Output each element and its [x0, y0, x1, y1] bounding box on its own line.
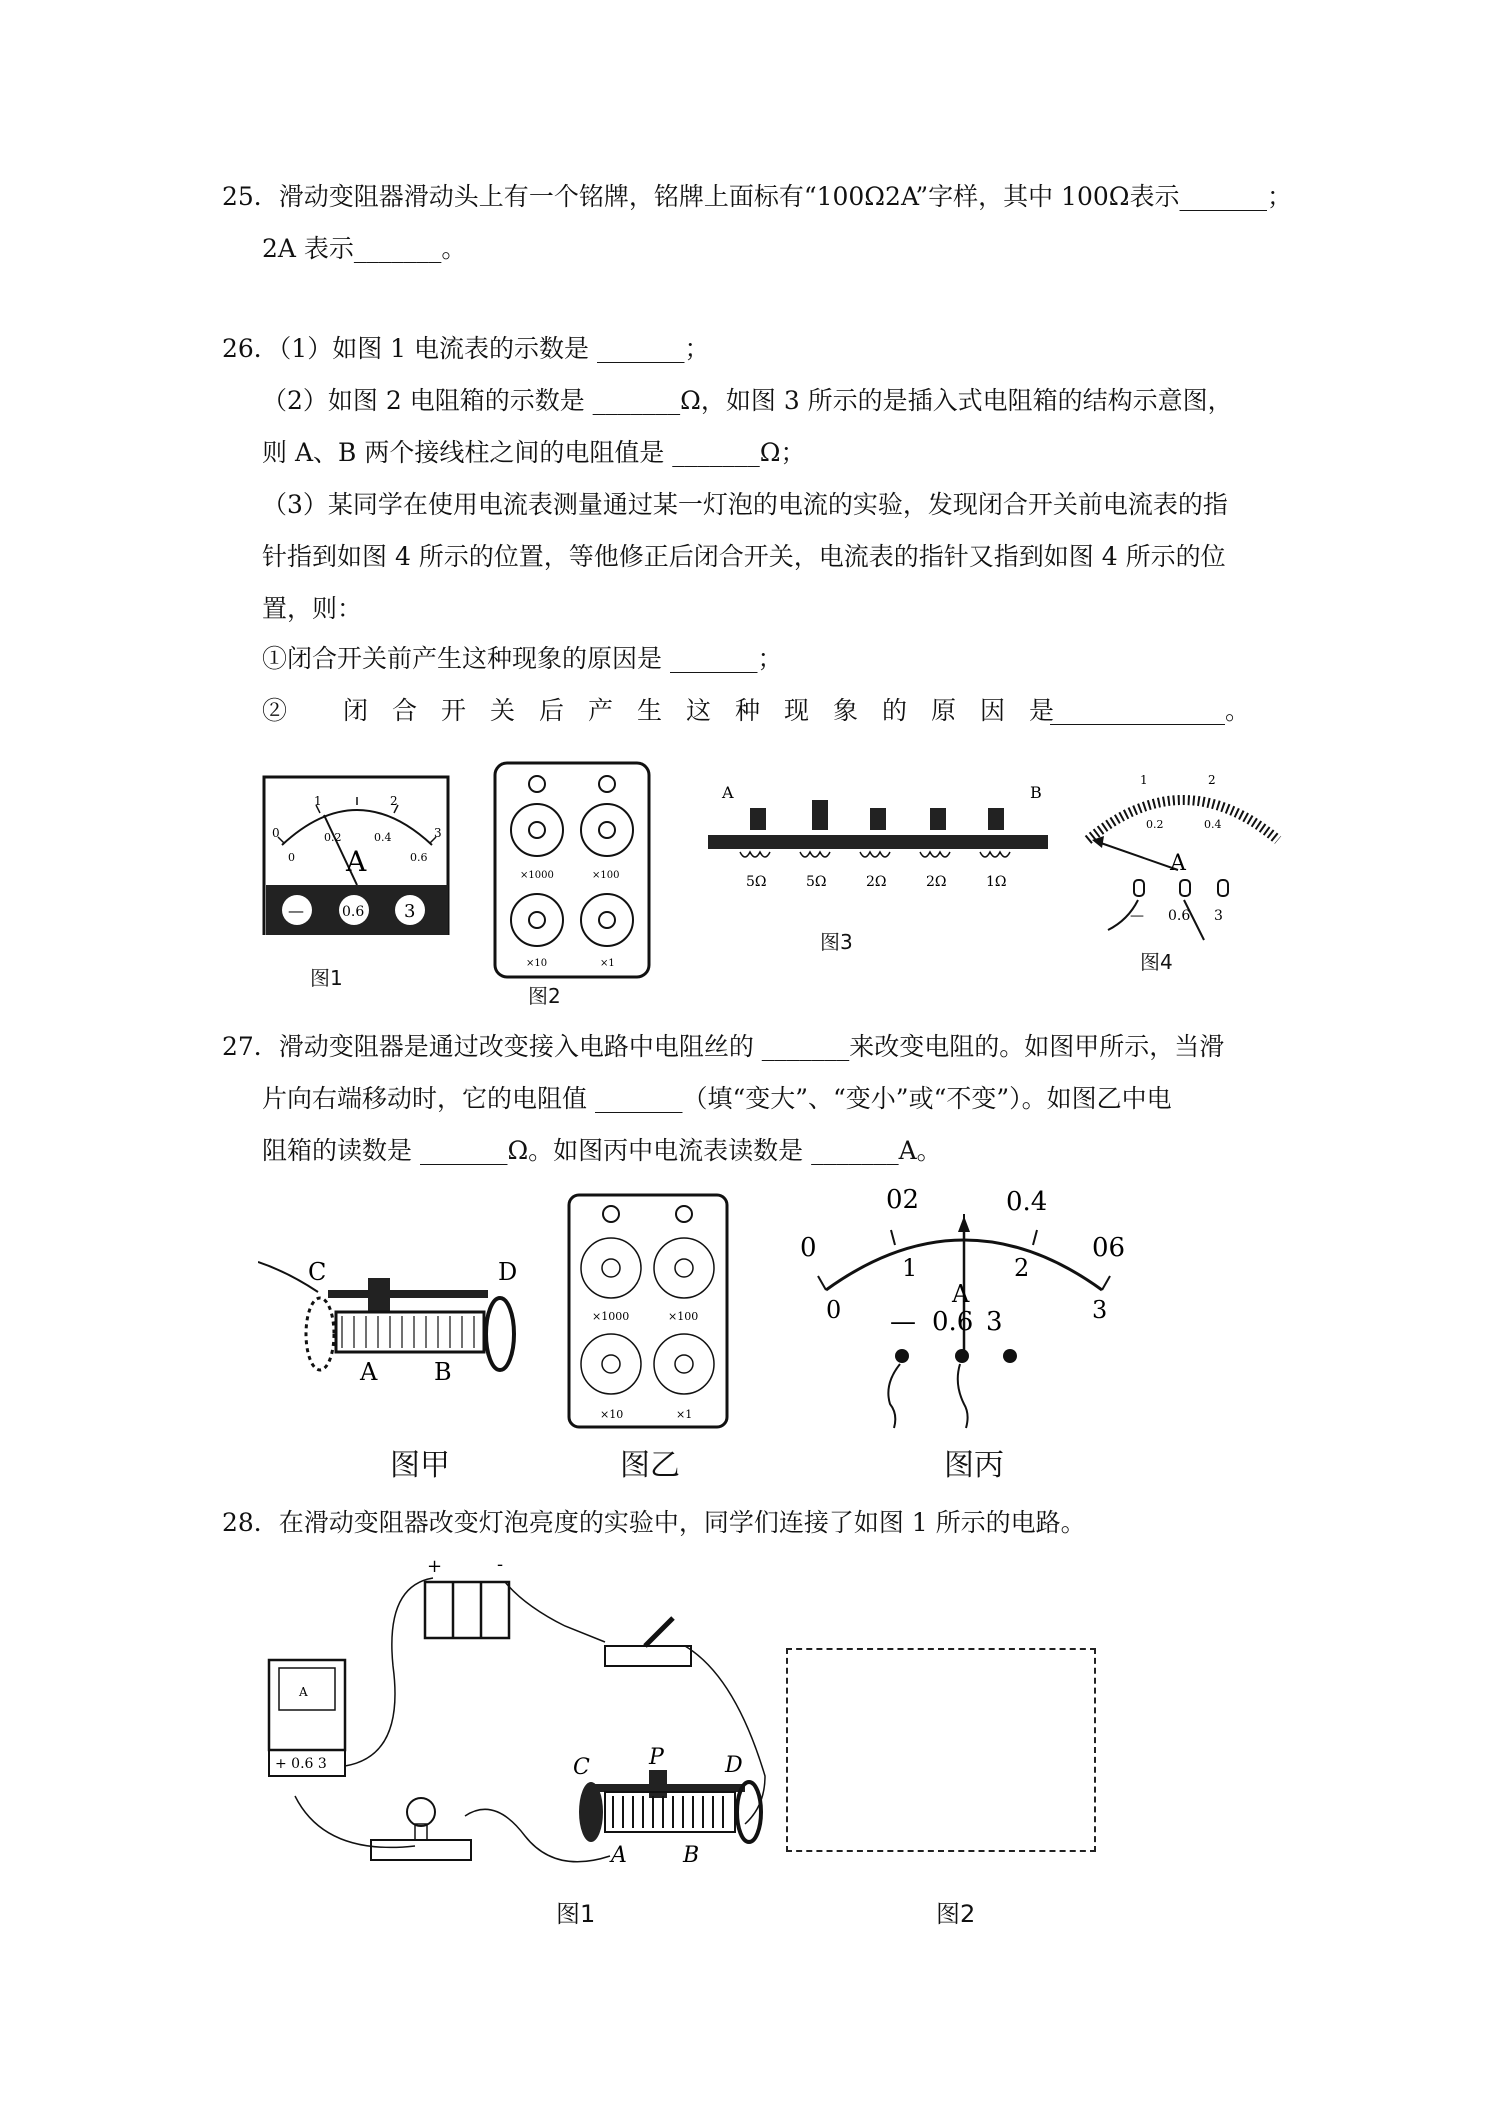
fig3-res-1: 5Ω — [806, 874, 827, 890]
fig1-tick-4: 0 — [288, 851, 295, 864]
fig2-mult-3: ×1 — [600, 958, 615, 969]
q25-line2: 2A 表示_______。 — [262, 234, 467, 263]
q28-fig2-caption: 图2 — [936, 1900, 976, 1928]
fig2-mult-0: ×1000 — [520, 870, 554, 881]
q26-line8b: ______________。 — [1050, 696, 1251, 725]
fig3-res-4: 1Ω — [986, 874, 1007, 890]
q26-fig3-plug-box — [700, 780, 1060, 900]
jia-label-A: A — [360, 1358, 378, 1386]
q27-cap-bing: 图丙 — [944, 1448, 1004, 1483]
q26-fig4-ammeter — [1068, 770, 1298, 960]
fig4-term-1: 0.6 — [1168, 908, 1191, 924]
bing-term-1: 0.6 — [932, 1307, 974, 1337]
fig1-term-1: 0.6 — [342, 904, 365, 920]
fig4-tick-3: 0.4 — [1204, 818, 1222, 831]
fig4-unit: A — [1170, 851, 1186, 876]
q28-label-C: C — [573, 1755, 590, 1780]
q26-fig2-caption: 图2 — [528, 984, 561, 1008]
jia-label-C: C — [308, 1258, 327, 1286]
q26-line6: 置，则： — [262, 594, 363, 623]
q26-fig1-ammeter — [262, 775, 452, 935]
q27-cap-yi: 图乙 — [620, 1448, 680, 1483]
q27-line2: 片向右端移动时，它的电阻值 _______（填“变大”、“变小”或“不变”）。如图乙中电 — [262, 1084, 1172, 1113]
q26-fig3-caption: 图3 — [820, 930, 853, 954]
q26-line2: （2）如图 2 电阻箱的示数是 _______Ω，如图 3 所示的是插入式电阻箱的结构示意图， — [262, 386, 1233, 415]
bing-unit: A — [952, 1280, 970, 1308]
bing-top-0: 0 — [800, 1233, 817, 1263]
fig2-mult-2: ×10 — [526, 958, 548, 969]
bing-top-3: 06 — [1092, 1233, 1126, 1263]
q28-ammeter-unit: A — [299, 1685, 308, 1699]
q27-fig-yi-resistance-box — [566, 1192, 730, 1432]
q28-label-plus: + — [427, 1556, 443, 1577]
q26-fig2-resistance-box — [492, 760, 652, 982]
q26-line3: 则 A、B 两个接线柱之间的电阻值是 _______Ω； — [262, 438, 806, 467]
yi-mult-0: ×1000 — [592, 1310, 630, 1323]
fig1-tick-2: 2 — [390, 794, 398, 808]
bing-bottom-1: 1 — [902, 1254, 918, 1282]
fig1-unit: A — [346, 845, 367, 878]
q26-line8a: ② 闭合开关后产生这种现象的原因是 — [262, 696, 1078, 725]
fig2-mult-1: ×100 — [592, 870, 620, 881]
q26-line5: 针指到如图 4 所示的位置，等他修正后闭合开关，电流表的指针又指到如图 4 所示的位 — [262, 542, 1226, 571]
fig1-tick-3: 3 — [434, 826, 442, 840]
q27-fig-jia-rheostat — [258, 1250, 538, 1400]
jia-label-B: B — [434, 1358, 452, 1386]
q28-label-D: D — [725, 1753, 743, 1778]
q28-fig1-caption: 图1 — [556, 1900, 596, 1928]
yi-mult-2: ×10 — [600, 1408, 624, 1421]
bing-top-1: 02 — [886, 1185, 920, 1215]
q26-fig4-caption: 图4 — [1140, 950, 1173, 974]
q28-label-A: A — [611, 1843, 627, 1868]
fig3-res-2: 2Ω — [866, 874, 887, 890]
q28-label-minus: - — [497, 1556, 504, 1575]
q28-fig1-circuit — [265, 1556, 775, 1886]
fig3-res-3: 2Ω — [926, 874, 947, 890]
fig1-tick-7: 0.6 — [410, 851, 428, 864]
bing-term-0: — — [890, 1307, 916, 1337]
fig1-tick-5: 0.2 — [324, 831, 342, 844]
fig4-tick-0: 1 — [1140, 773, 1148, 787]
q26-line1: 26．（1）如图 1 电流表的示数是 _______； — [222, 334, 710, 363]
q26-line7: ①闭合开关前产生这种现象的原因是 _______； — [262, 644, 783, 673]
q28-ammeter-terminals: + 0.6 3 — [275, 1756, 327, 1772]
fig4-tick-2: 0.2 — [1146, 818, 1164, 831]
q28-fig2-answer-box[interactable] — [786, 1648, 1096, 1852]
q26-line4: （3）某同学在使用电流表测量通过某一灯泡的电流的实验，发现闭合开关前电流表的指 — [262, 490, 1228, 519]
fig4-term-0: — — [1130, 908, 1144, 924]
bing-bottom-0: 0 — [826, 1296, 842, 1324]
fig4-term-2: 3 — [1214, 908, 1223, 924]
yi-mult-3: ×1 — [676, 1408, 693, 1421]
q28-line1: 28．在滑动变阻器改变灯泡亮度的实验中，同学们连接了如图 1 所示的电路。 — [222, 1508, 1086, 1537]
fig1-term-0: — — [288, 901, 304, 920]
jia-label-D: D — [498, 1258, 518, 1286]
q26-fig1-caption: 图1 — [310, 966, 343, 990]
fig4-tick-1: 2 — [1208, 773, 1216, 787]
q28-label-P: P — [649, 1745, 664, 1770]
q28-label-B: B — [683, 1843, 700, 1868]
bing-bottom-3: 3 — [1092, 1296, 1108, 1324]
q27-line1: 27．滑动变阻器是通过改变接入电路中电阻丝的 _______来改变电阻的。如图甲所示，当滑 — [222, 1032, 1225, 1061]
fig3-end-A: A — [722, 783, 734, 802]
q27-cap-jia: 图甲 — [390, 1448, 450, 1483]
fig3-end-B: B — [1030, 783, 1042, 802]
q25-line1: 25．滑动变阻器滑动头上有一个铭牌，铭牌上面标有“100Ω2A”字样，其中 100Ω表示_______； — [222, 182, 1292, 211]
fig1-tick-6: 0.4 — [374, 831, 392, 844]
fig1-term-2: 3 — [404, 901, 416, 922]
fig3-res-0: 5Ω — [746, 874, 767, 890]
fig1-tick-1: 1 — [314, 794, 322, 808]
q27-fig-bing-ammeter — [796, 1180, 1136, 1430]
bing-bottom-2: 2 — [1014, 1254, 1030, 1282]
bing-top-2: 0.4 — [1006, 1187, 1048, 1217]
fig1-tick-0: 0 — [272, 826, 280, 840]
bing-term-2: 3 — [986, 1307, 1003, 1337]
yi-mult-1: ×100 — [668, 1310, 699, 1323]
q27-line3: 阻箱的读数是 _______Ω。如图丙中电流表读数是 _______A。 — [262, 1136, 942, 1165]
